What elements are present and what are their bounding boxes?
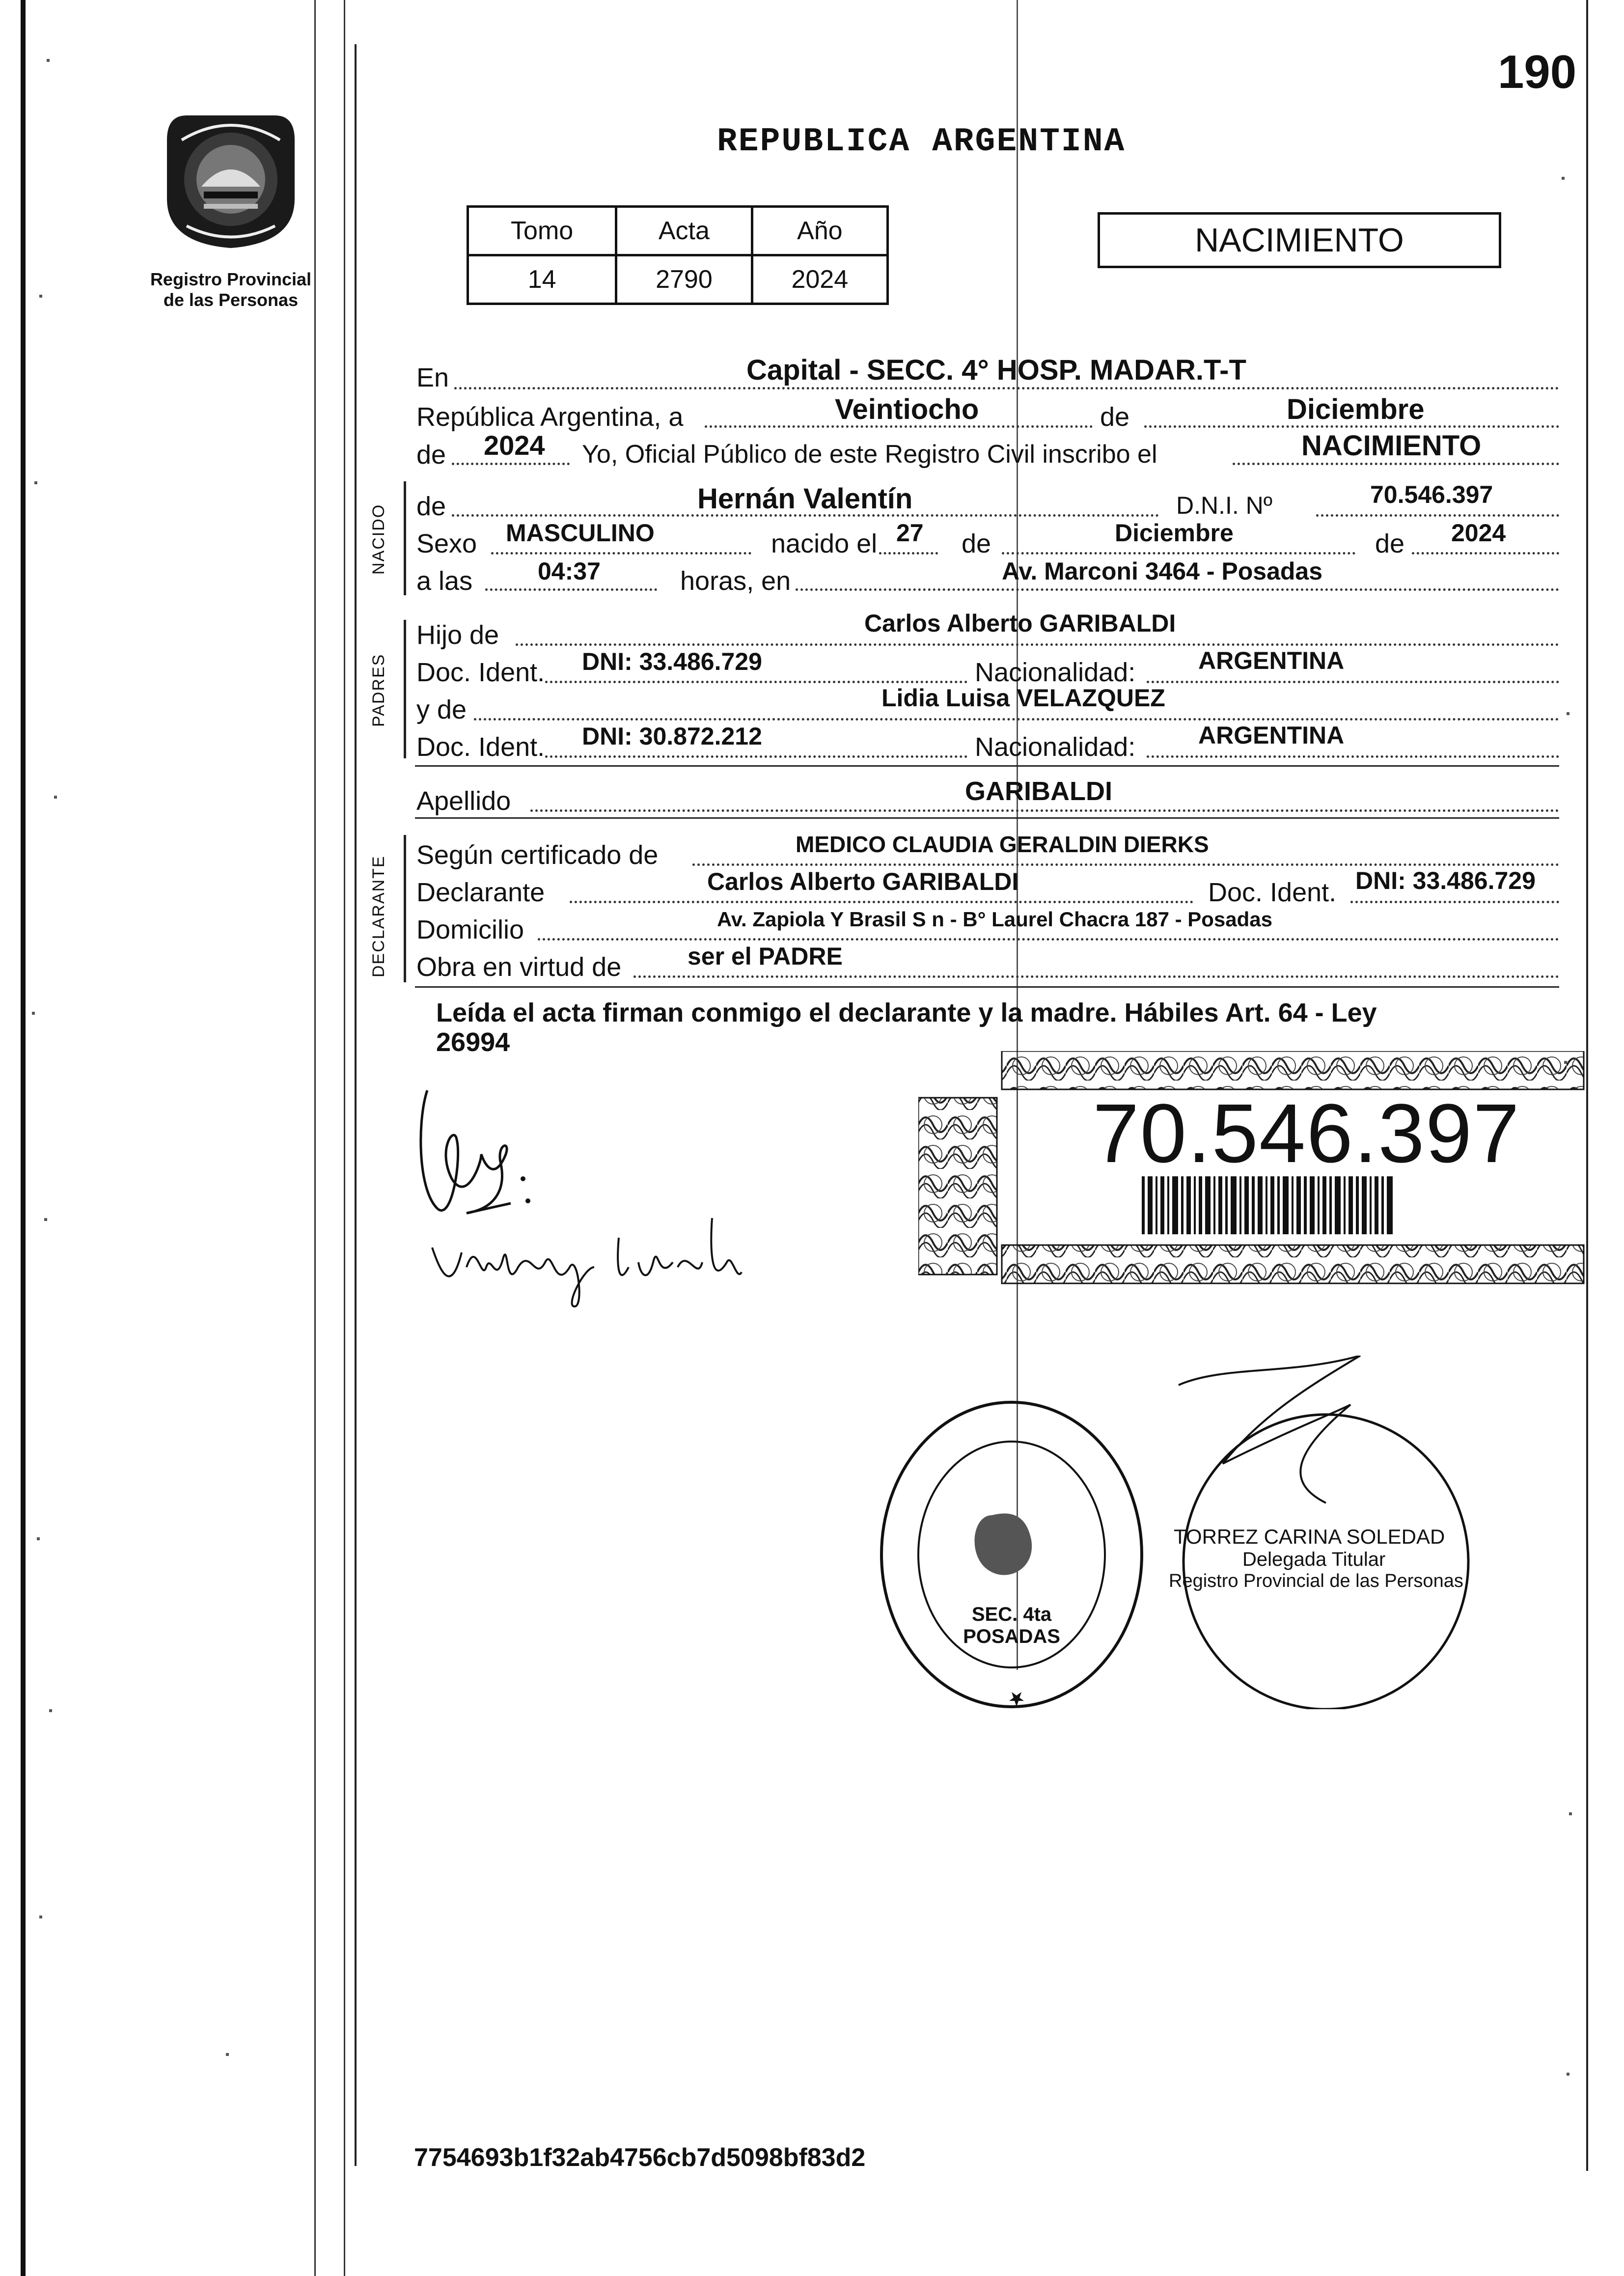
birth-month: Diciembre — [1115, 519, 1234, 547]
dotted-line — [1233, 463, 1559, 465]
registry-label-2: de las Personas — [163, 290, 299, 310]
rule — [415, 986, 1559, 988]
dotted-line — [545, 681, 967, 683]
document-hash: 7754693b1f32ab4756cb7d5098bf83d2 — [414, 2143, 866, 2172]
section-bracket — [404, 835, 406, 982]
dotted-line — [538, 938, 1559, 941]
frame-left — [355, 44, 357, 2166]
dotted-line — [454, 387, 1559, 389]
mother-nat-label: Nacionalidad: — [975, 732, 1136, 762]
value-tomo: 14 — [468, 255, 616, 304]
header-acta: Acta — [616, 207, 752, 255]
dni-label: D.N.I. Nº — [1176, 492, 1273, 519]
declarante-name: Carlos Alberto GARIBALDI — [707, 868, 1019, 895]
dotted-line — [1002, 552, 1355, 555]
father-doc: DNI: 33.486.729 — [582, 648, 762, 675]
dotted-line — [530, 809, 1559, 812]
act-type: NACIMIENTO — [1301, 430, 1482, 462]
binding-edge — [21, 0, 26, 2276]
apellido-label: Apellido — [416, 786, 511, 816]
year: 2024 — [484, 430, 545, 461]
value-acta: 2790 — [616, 255, 752, 304]
officer-org: Registro Provincial de las Personas — [1169, 1571, 1463, 1591]
declarante-label: DECLARANTE — [369, 855, 388, 977]
dotted-line — [879, 552, 938, 555]
sexo-label: Sexo — [416, 529, 477, 558]
place: Capital - SECC. 4° HOSP. MADAR.T-T — [746, 354, 1246, 386]
rule — [415, 817, 1559, 819]
obra-label: Obra en virtud de — [416, 952, 622, 982]
declarante-doc: DNI: 33.486.729 — [1355, 867, 1536, 894]
domicilio-label: Domicilio — [416, 915, 524, 944]
section-bracket — [404, 620, 406, 758]
dotted-line — [491, 552, 751, 555]
province-seal — [157, 106, 304, 253]
horas-label: horas, en — [680, 566, 791, 596]
dotted-line — [1147, 755, 1559, 758]
closing-line-1: Leída el acta firman conmigo el declarante y la madre. Hábiles Art. 64 - Ley — [436, 998, 1377, 1027]
sex: MASCULINO — [506, 519, 655, 547]
dotted-line — [796, 588, 1559, 591]
certificate: MEDICO CLAUDIA GERALDIN DIERKS — [796, 832, 1209, 857]
dotted-line — [1412, 552, 1559, 555]
act-table — [467, 205, 889, 305]
dotted-line — [570, 901, 1193, 903]
dotted-line — [452, 463, 570, 465]
mother-doc: DNI: 30.872.212 — [582, 722, 762, 750]
value-anio: 2024 — [752, 255, 887, 304]
apellido-value: GARIBALDI — [965, 777, 1112, 806]
child-dni: 70.546.397 — [1370, 481, 1493, 508]
closing-line-2: 26994 — [436, 1027, 510, 1057]
dotted-line — [633, 975, 1559, 978]
delegation-stamp — [874, 1392, 1149, 1717]
officer-role: Delegada Titular — [1242, 1549, 1386, 1570]
dotted-line — [1147, 681, 1559, 683]
obra: ser el PADRE — [688, 943, 843, 970]
de-label-3: de — [962, 529, 991, 558]
declarante-label-text: Declarante — [416, 878, 545, 907]
child-name: Hernán Valentín — [697, 483, 913, 515]
header-anio: Año — [752, 207, 887, 255]
dotted-line — [485, 588, 657, 591]
father-nat-label: Nacionalidad: — [975, 658, 1136, 687]
day: Veintiocho — [835, 393, 979, 425]
registry-label-1: Registro Provincial — [150, 269, 312, 289]
mother-name: Lidia Luisa VELAZQUEZ — [881, 684, 1165, 712]
nacido-el-label: nacido el — [771, 529, 878, 558]
en-label: En — [416, 363, 449, 392]
dotted-line — [692, 863, 1559, 866]
margin-rule-2 — [344, 0, 345, 2276]
mother-doc-label: Doc. Ident. — [416, 732, 545, 762]
de-label: de — [1100, 402, 1130, 432]
officer-signature — [1164, 1356, 1508, 1709]
stamp-center: SEC. 4ta POSADAS — [963, 1604, 1060, 1647]
page-title: REPUBLICA ARGENTINA — [717, 123, 1126, 161]
closing-text — [436, 998, 1546, 1057]
officer-text: Yo, Oficial Público de este Registro Civil inscribo el — [582, 440, 1157, 469]
nacido-label: NACIDO — [369, 503, 388, 575]
officer-name: TORREZ CARINA SOLEDAD — [1174, 1525, 1445, 1548]
dotted-line — [545, 755, 967, 758]
doc-type: NACIMIENTO — [1195, 222, 1404, 259]
dotted-line — [1316, 514, 1559, 517]
doc-type-box — [1098, 212, 1501, 268]
margin-rule — [314, 0, 316, 2276]
mother-nationality: ARGENTINA — [1198, 722, 1345, 749]
birth-time: 04:37 — [538, 557, 601, 585]
dotted-line — [516, 643, 1559, 646]
cert-label: Según certificado de — [416, 840, 659, 870]
birth-day: 27 — [896, 519, 924, 547]
de-label-4: de — [1375, 529, 1405, 558]
declarante-doc-label: Doc. Ident. — [1208, 878, 1337, 907]
dni-sticker-number: 70.546.397 — [1093, 1087, 1520, 1180]
birth-year: 2024 — [1451, 519, 1506, 547]
hijo-label: Hijo de — [416, 620, 499, 650]
signature-mother — [422, 1208, 766, 1316]
padres-label: PADRES — [369, 653, 388, 727]
dni-sticker — [918, 1051, 1586, 1297]
yde-label: y de — [416, 695, 467, 724]
header-tomo: Tomo — [468, 207, 616, 255]
dotted-line — [474, 718, 1559, 721]
section-bracket — [404, 481, 406, 595]
page-number: 190 — [1498, 46, 1577, 98]
dotted-line — [1350, 901, 1559, 903]
father-nationality: ARGENTINA — [1198, 647, 1345, 674]
father-name: Carlos Alberto GARIBALDI — [864, 610, 1176, 637]
domicilio: Av. Zapiola Y Brasil S n - B° Laurel Chacra 187 - Posadas — [717, 908, 1273, 931]
father-doc-label: Doc. Ident. — [416, 658, 545, 687]
rule — [415, 765, 1559, 767]
nacido-de-label: de — [416, 492, 446, 521]
republica-label: República Argentina, a — [416, 402, 684, 432]
frame-right — [1586, 0, 1588, 2171]
de-label-2: de — [416, 440, 446, 470]
birth-address: Av. Marconi 3464 - Posadas — [1002, 557, 1323, 585]
month: Diciembre — [1287, 393, 1425, 425]
alas-label: a las — [416, 566, 473, 596]
